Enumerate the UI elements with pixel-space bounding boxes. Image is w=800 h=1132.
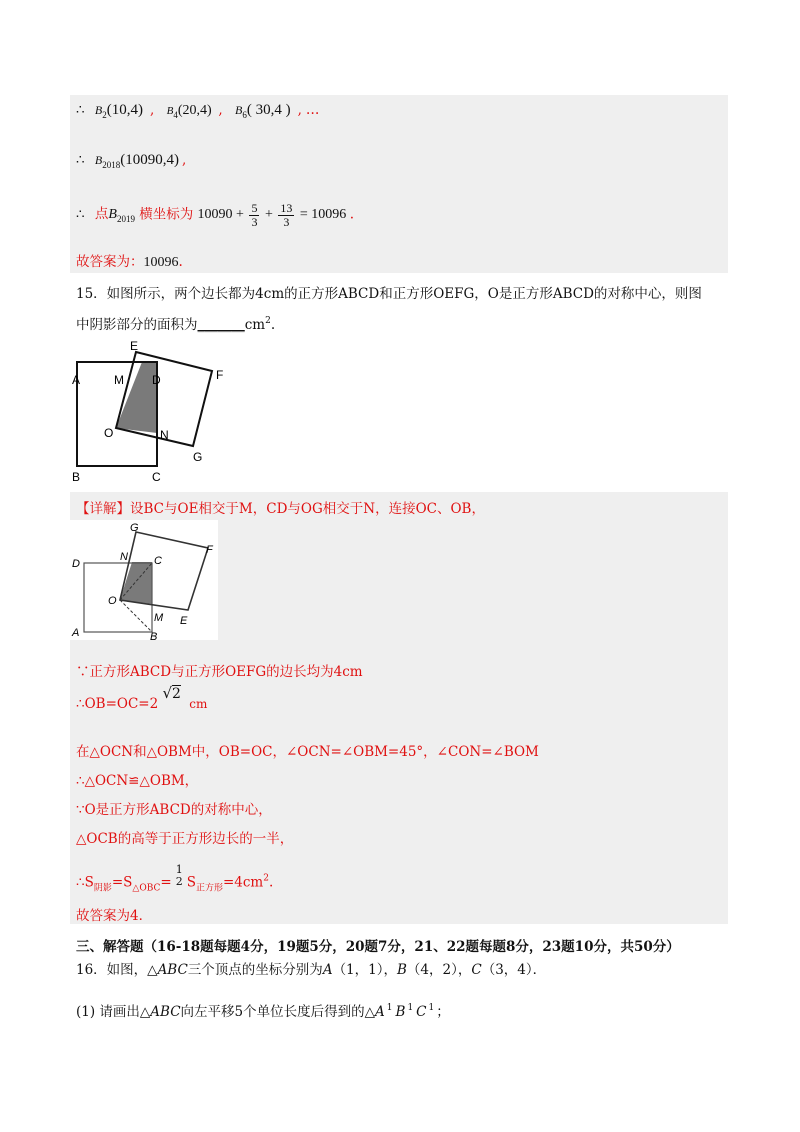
sol-line-4: ∴△OCN≌△OBM， [76,773,199,789]
label-M: M [114,373,124,387]
label-N: N [160,428,169,442]
label2-O: O [108,595,117,607]
label2-G: G [130,522,139,534]
section-heading: 三、解答题（16-18题每题4分，19题5分，20题7分，21、22题每题8分，23题10分，共50分） [76,939,680,955]
label2-D: D [72,558,80,570]
label-B: B [72,470,81,484]
label-D: D [152,373,161,387]
prev-line-3: ∴ 点$B_{2019}$ 横坐标为 10090 + $\frac{5}{3}$ + $\frac{13}{3}$ = 10096 . [76,201,355,229]
prev-line-2: ∴ $B_{2018}(10090,4)$ , [76,152,187,170]
q16-text: 16．如图，△ABC三个顶点的坐标分别为A（1，1），B（4，2），C（3，4）． [76,962,547,978]
sol-line-3: 在△OCN和△OBM中，OB=OC，∠OCN=∠OBM=45°，∠CON=∠BOM [76,744,539,760]
q15-figure [70,335,240,485]
q16-part-1: (1) 请画出△ABC向左平移5个单位长度后得到的△A $^1$ B $^1$ C $^1$ ； [76,1003,450,1020]
sol-line-7: $\therefore S_{阴影}=S_{\triangle OBC}=$ 1 2 $S_{正方形}=4cm^2$. [76,863,274,894]
q15-line-1: 15．如图所示，两个边长都为4cm的正方形ABCD和正方形OEFG，O是正方形ABCD的对称中心，则图 [76,286,702,302]
sol-line-6: △OCB的高等于正方形边长的一半， [76,831,294,847]
answer-box-prev [70,95,728,273]
solution-figure [70,520,218,640]
label-F: F [216,368,224,382]
label-A: A [72,373,81,387]
sol-line-8: 故答案为4． [76,908,153,924]
sol-line-2: ∴OB=OC=2 √2 cm [76,684,208,712]
label-C: C [152,470,161,484]
label-E: E [130,339,139,353]
label-G: G [193,450,203,464]
label-O: O [104,426,114,440]
sol-line-5: ∵O是正方形ABCD的对称中心， [76,802,272,818]
label2-B: B [150,631,158,640]
label2-N: N [120,551,128,563]
prev-line-4: 故答案为：10096. [76,254,183,270]
label2-F: F [206,544,213,556]
sol-line-1: ∵正方形ABCD与正方形OEFG的边长均为4cm [76,664,363,680]
label2-M: M [154,612,164,624]
label2-C: C [154,555,162,567]
detail-line: 【详解】设BC与OE相交于M，CD与OG相交于N，连接OC、OB， [76,501,485,517]
q15-line-2: 中阴影部分的面积为$\_\_\_\_\_\_\_cm^2$. [76,316,276,333]
label2-A: A [72,627,80,639]
label2-E: E [180,615,188,627]
prev-line-1: ∴ $B_2(10,4)$ , $B_4(20,4)$ , $B_6$( 30,4 ) , … [76,102,320,120]
